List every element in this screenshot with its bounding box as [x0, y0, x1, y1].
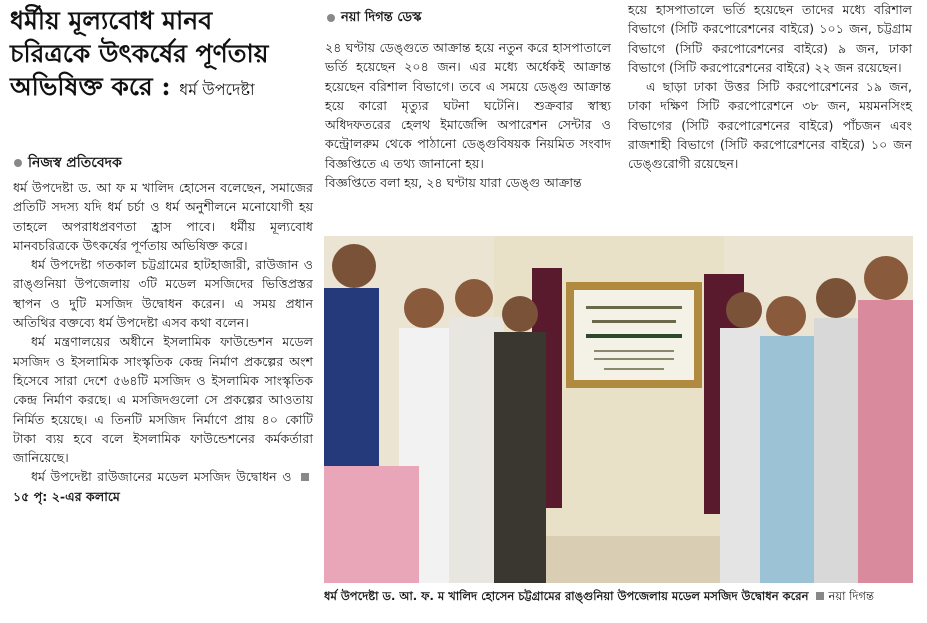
photo-caption [324, 588, 916, 607]
dengue-source [327, 8, 421, 29]
jump-reference[interactable]: ১৫ পৃ: ২-এর কলামে [13, 488, 120, 504]
byline-text: নিজস্ব প্রতিবেদক [28, 155, 122, 171]
headline-speaker: ধর্ম উপদেষ্টা [179, 80, 255, 99]
last-paragraph-text: ধর্ম উপদেষ্টা রাউজানের মডেল মসজিদ উদ্বোধন ও [31, 469, 292, 485]
bullet-icon [14, 159, 22, 167]
dengue-source-text: নয়া দিগন্ত ডেস্ক [341, 10, 422, 25]
article-paragraph: ধর্ম উপদেষ্টা গতকাল চট্টগ্রামের হাটহাজারী, রাউজান ও রাঙ্গুনিয়া উপজেলায় ৩টি মডেল মসজিদের ভিত্তিপ্রস্তর স্থাপন ও দুটি মসজিদ উদ্বোধন করেন। এ সময় প্রধান অতিথির বক্তব্যে ধর্ম উপদেষ্টা এসব কথা বলেন। [13, 257, 313, 331]
byline [14, 151, 122, 175]
bullet-icon [327, 14, 335, 22]
headline [10, 4, 310, 103]
square-bullet-icon [816, 592, 824, 600]
article-paragraph: ধর্ম উপদেষ্টা ড. আ ফ ম খালিদ হোসেন বলেছেন, সমাজের প্রতিটি সদস্য যদি ধর্ম চর্চা ও ধর্ম অনুশীলনে মনোযোগী হয় তাহলে অপরাধপ্রবণতা হ্রাস পাবে। ধর্মীয় মূল্যবোধ মানবচরিত্রকে উৎকর্ষের পূর্ণতায় অভিষিক্ত করে। [13, 180, 313, 253]
article-paragraph-last [13, 467, 313, 506]
news-photo [324, 236, 913, 583]
dengue-paragraph: এ ছাড়া ঢাকা উত্তর সিটি করপোরেশনের ১৯ জন, ঢাকা দক্ষিণ সিটি করপোরেশনে ৩৮ জন, ময়মনসিংহ বিভাগের (সিটি করপোরেশনের বাইরে) পাঁচজন এবং রাজশাহী বিভাগে (সিটি করপোরেশনের বাইরে) ১০ জন ডেঙ্গুরোগী রয়েছেন। [628, 79, 912, 172]
photo-illustration [324, 236, 913, 583]
headline-line-2: চরিত্রকে উৎকর্ষের পূর্ণতায় [10, 39, 269, 68]
headline-line-1: ধর্মীয় মূল্যবোধ মানব [10, 6, 213, 35]
caption-source: নয়া দিগন্ত [828, 589, 874, 603]
square-bullet-icon [301, 473, 309, 481]
dengue-body-right [628, 0, 912, 174]
caption-text: ধর্ম উপদেষ্টা ড. আ. ফ. ম খালিদ হোসেন চট্টগ্রামের রাঙ্গুনিয়া উপজেলায় মডেল মসজিদ উদ্বোধন করেন [324, 589, 809, 603]
article-body-left [13, 178, 313, 506]
dengue-body-middle [325, 38, 611, 192]
article-paragraph: ধর্ম মন্ত্রণালয়ের অধীনে ইসলামিক ফাউন্ডেশন মডেল মসজিদ ও ইসলামিক সাংস্কৃতিক কেন্দ্র নির্মাণ প্রকল্পের অংশ হিসেবে সারা দেশে ৫৬৪টি মসজিদ ও ইসলামিক সাংস্কৃতিক কেন্দ্র নির্মাণ করছে। এ মসজিদগুলো সে প্রকল্পের আওতায় নির্মিত হয়েছে। এ তিনটি মসজিদ নির্মাণে প্রায় ৪০ কোটি টাকা ব্যয় হবে বলে ইসলামিক ফাউন্ডেশনের কর্মকর্তারা জানিয়েছে। [13, 334, 313, 466]
dengue-paragraph: ২৪ ঘণ্টায় ডেঙ্গুতে আক্রান্ত হয়ে নতুন করে হাসপাতালে ভর্তি হয়েছেন ২০৪ জন। এর মধ্যে অর্ধেকই আক্রান্ত হয়েছেন বরিশাল বিভাগে। তবে এ সময়ে ডেঙ্গু আক্রান্ত হয়ে কারো মৃত্যুর ঘটনা ঘটেনি। শুক্রবার স্বাস্থ্য অধিদফতরের হেলথ ইমার্জেন্সি অপারেশন সেন্টার ও কন্ট্রোলরুম থেকে পাঠানো ডেঙ্গুবিষয়ক নিয়মিত সংবাদ বিজ্ঞপ্তিতে এ তথ্য জানানো হয়। [325, 40, 611, 171]
headline-line-3 [10, 70, 310, 103]
plaque [566, 282, 702, 388]
dengue-paragraph: বিজ্ঞপ্তিতে বলা হয়, ২৪ ঘণ্টায় যারা ডেঙ্গু আক্রান্ত [325, 175, 582, 191]
dengue-paragraph: হয়ে হাসপাতালে ভর্তি হয়েছেন তাদের মধ্যে বরিশাল বিভাগে (সিটি করপোরেশনের বাইরে) ১০১ জন, চট্টগ্রাম বিভাগে (সিটি করপোরেশনের বাইরে) ৯ জন, ঢাকা বিভাগে (সিটি করপোরেশনের বাইরে) ২২ জন রয়েছেন। [628, 2, 912, 75]
headline-line-3-text: অভিষিক্ত করে : [10, 72, 171, 101]
